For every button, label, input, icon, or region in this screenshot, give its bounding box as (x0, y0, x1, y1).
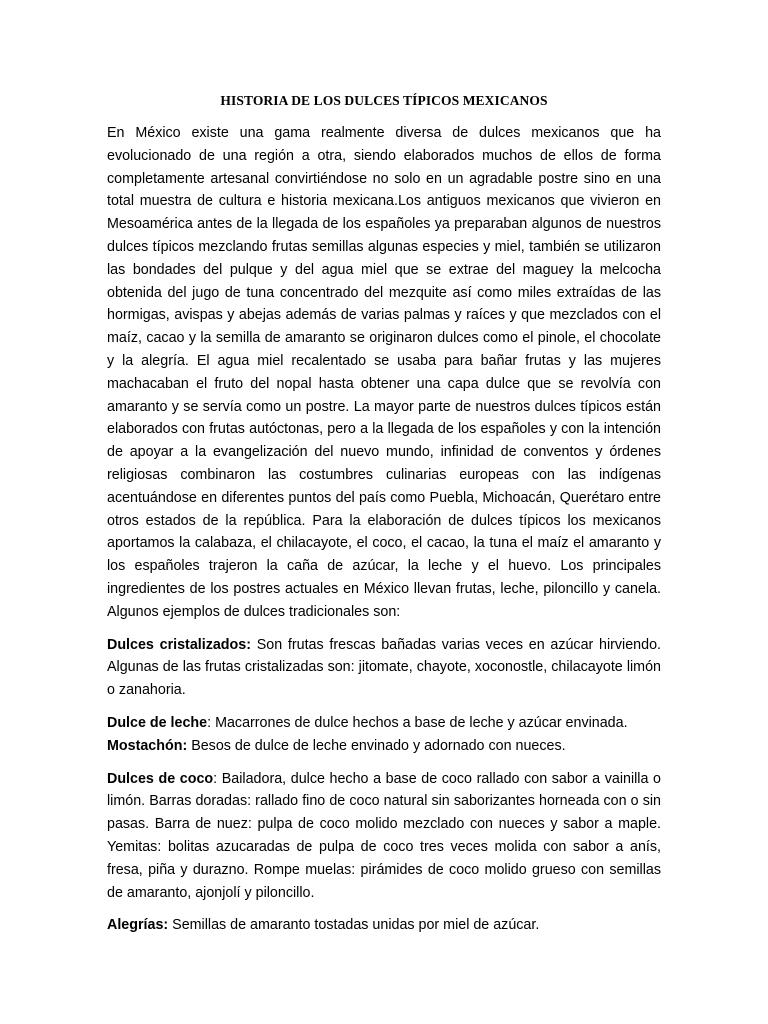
entry-term: Dulce de leche (107, 714, 208, 731)
entry-mostachon (107, 738, 566, 754)
entry-description: : Macarrones de dulce hechos a base de leche y azúcar envinada. (207, 714, 628, 731)
document-title: HISTORIA DE LOS DULCES TÍPICOS MEXICANOS (220, 93, 548, 108)
entry-dulces-cristalizados (107, 634, 661, 702)
entry-description: Semillas de amaranto tostadas unidas por miel de azúcar. (168, 917, 540, 934)
document-page (107, 92, 661, 937)
entry-group-leche (107, 712, 661, 758)
entry-description: Son frutas frescas bañadas varias veces en azúcar hirviendo. Algunas de las frutas cristalizadas son: jitomate, chayote, xoconostle, chilacayote limón o zanahoria. (107, 636, 662, 699)
entry-term: Dulces de coco (107, 770, 214, 787)
entry-term: Dulces cristalizados: (107, 636, 251, 653)
entry-description: : Bailadora, dulce hecho a base de coco rallado con sabor a vainilla o limón. Barras doradas: rallado fino de coco natural sin saborizantes horneada con o sin pasas. Barra de nuez: pulpa de coco molido mezclado con nueces y sabor a maple. Yemitas: bolitas azucaradas de pulpa de coco tres veces molida con sabor a anís, fresa, piña y durazno. Rompe muelas: pirámides de coco molido grueso con semillas de amaranto, ajonjolí y piloncillo. (107, 770, 661, 901)
entry-alegrias (107, 914, 661, 937)
entry-dulce-de-leche (107, 715, 628, 731)
intro-paragraph: En México existe una gama realmente diversa de dulces mexicanos que ha evolucionado de una región a otra, siendo elaborados muchos de ellos de forma completamente artesanal convirtiéndose no solo en un agradable postre sino en una total muestra de cultura e historia mexicana.Los antiguos mexicanos que vivieron en Mesoamérica antes de la llegada de los españoles ya preparaban algunos de nuestros dulces típicos mezclando frutas semillas algunas especies y miel, también se utilizaron las bondades del pulque y del agua miel que se extrae del maguey la melcocha obtenida del jugo de tuna concentrado del mezquite así como miles extraídas de las hormigas, avispas y abejas además de varias palmas y raíces y que mezclados con el maíz, cacao y la semilla de amaranto se originaron dulces como el pinole, el chocolate y la alegría. El agua miel recalentado se usaba para bañar frutas y las mujeres machacaban el fruto del nopal hasta obtener una capa dulce que se revolvía con amaranto y se servía como un postre. La mayor parte de nuestros dulces típicos están elaborados con frutas autóctonas, pero a la llegada de los españoles y con la intención de apoyar a la evangelización del nuevo mundo, infinidad de conventos y órdenes religiosas combinaron las costumbres culinarias europeas con las indígenas acentuándose en diferentes puntos del país como Puebla, Michoacán, Querétaro entre otros estados de la república. Para la elaboración de dulces típicos los mexicanos aportamos la calabaza, el chilacayote, el coco, el cacao, la tuna el maíz el amaranto y los españoles trajeron la caña de azúcar, la leche y el huevo. Los principales ingredientes de los postres actuales en México llevan frutas, leche, piloncillo y canela. Algunos ejemplos de dulces tradicionales son: (107, 125, 661, 620)
entry-term: Mostachón: (107, 737, 188, 754)
entry-description: Besos de dulce de leche envinado y adornado con nueces. (187, 737, 566, 754)
entry-term: Alegrías: (107, 917, 169, 934)
entry-dulces-de-coco (107, 768, 661, 905)
